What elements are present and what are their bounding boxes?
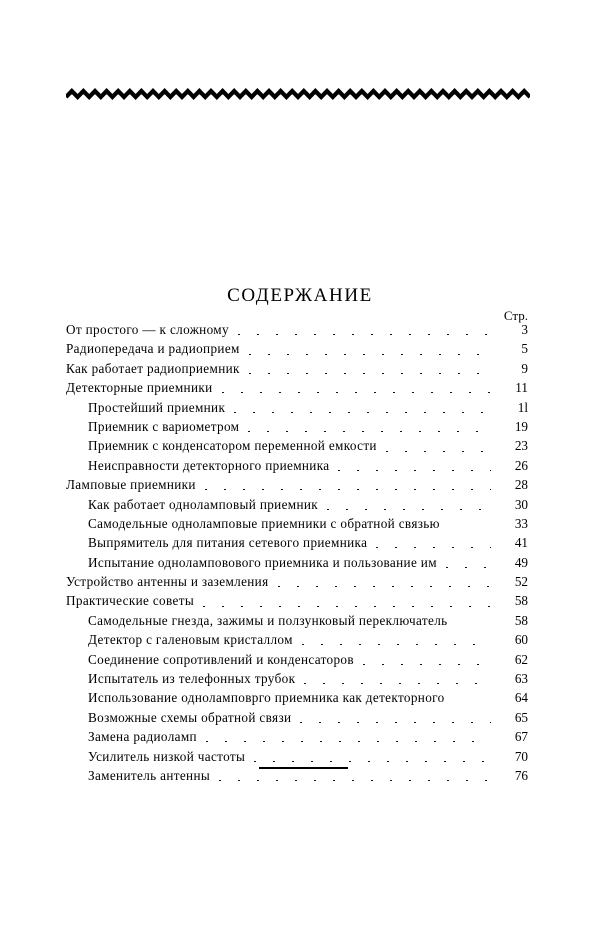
toc-entry-label: Заменитель антенны — [88, 767, 211, 783]
toc-leader-dots — [449, 528, 491, 529]
toc-entry-page-number: 52 — [514, 574, 528, 590]
toc-entry-label: Приемник с вариометром — [88, 418, 240, 434]
toc-entry-label: Детекторные приемники — [66, 380, 213, 396]
toc-entry-label: Устройство антенны и заземления — [66, 574, 269, 590]
toc-entry-label: Испытание одноламповового приемника и пользование им — [88, 554, 437, 570]
toc-leader-dots — [363, 664, 491, 665]
toc-leader-dots — [446, 567, 491, 568]
toc-entry-label: Самодельные гнезда, зажимы и ползунковый переключатель — [88, 612, 448, 628]
toc-entry-label: Возможные схемы обратной связи — [88, 709, 292, 725]
toc-leader-dots — [249, 354, 491, 355]
toc-leader-dots — [300, 722, 491, 723]
toc-entry-page-number: 19 — [514, 418, 528, 434]
toc-entry[interactable] — [66, 574, 528, 593]
toc-leader-dots — [249, 373, 491, 374]
toc-entry[interactable] — [66, 652, 528, 671]
toc-entry[interactable] — [66, 380, 528, 399]
toc-entry-label: Радиопередача и радиоприем — [66, 341, 240, 357]
toc-entry-page-number: 5 — [521, 341, 528, 357]
toc-entry[interactable] — [66, 458, 528, 477]
toc-entry[interactable] — [66, 322, 528, 341]
toc-entry-label: Выпрямитель для питания сетевого приемника — [88, 535, 368, 551]
toc-entry-page-number: 58 — [514, 593, 528, 609]
toc-entry-page-number: 30 — [514, 496, 528, 512]
toc-leader-dots — [304, 683, 491, 684]
toc-entry-page-number: 11 — [515, 380, 528, 396]
toc-entry-label: Использование одноламповрго приемника как детекторного — [88, 690, 445, 706]
toc-entry-label: Усилитель низкой частоты — [88, 748, 246, 764]
toc-entry-page-number: 28 — [514, 477, 528, 493]
toc-entry-label: Простейший приемник — [88, 399, 226, 415]
toc-entry-list — [66, 322, 528, 787]
toc-entry-page-number: 9 — [521, 360, 528, 376]
toc-entry-page-number: 3 — [521, 322, 528, 337]
toc-entry-page-number: 62 — [514, 651, 528, 667]
toc-entry[interactable] — [66, 749, 528, 768]
toc-entry[interactable] — [66, 516, 528, 535]
toc-entry[interactable] — [66, 400, 528, 419]
toc-leader-dots — [338, 470, 491, 471]
page-column-header: Стр. — [503, 308, 528, 323]
bottom-divider-rule — [259, 767, 348, 769]
toc-leader-dots — [234, 412, 491, 413]
toc-leader-dots — [254, 761, 491, 762]
toc-entry-page-number: 33 — [514, 515, 528, 531]
toc-entry-label: Самодельные одноламповые приемники с обратной связью — [88, 515, 440, 531]
toc-entry[interactable] — [66, 690, 528, 709]
toc-leader-dots — [386, 451, 491, 452]
toc-entry-page-number: 67 — [514, 729, 528, 745]
toc-entry-page-number: 26 — [514, 457, 528, 473]
toc-entry[interactable] — [66, 535, 528, 554]
toc-leader-dots — [205, 489, 491, 490]
toc-leader-dots — [248, 431, 491, 432]
toc-entry[interactable] — [66, 593, 528, 612]
toc-entry-label: От простого — к сложному — [66, 322, 229, 337]
toc-entry-page-number: 63 — [514, 671, 528, 687]
toc-entry-page-number: 65 — [514, 709, 528, 725]
toc-entry-label: Замена радиоламп — [88, 729, 197, 745]
wavy-zigzag-ornament-icon — [66, 86, 530, 102]
toc-entry-page-number: 60 — [514, 632, 528, 648]
toc-entry[interactable] — [66, 768, 528, 787]
toc-entry-label: Как работает радиоприемник — [66, 360, 240, 376]
toc-entry-label: Соединение сопротивлений и конденсаторов — [88, 651, 354, 667]
toc-entry-page-number: 76 — [514, 767, 528, 783]
toc-entry-page-number: 49 — [514, 554, 528, 570]
toc-entry-page-number: 1l — [517, 399, 528, 415]
toc-entry[interactable] — [66, 671, 528, 690]
toc-entry[interactable] — [66, 555, 528, 574]
toc-entry-label: Испытатель из телефонных трубок — [88, 671, 296, 687]
toc-entry[interactable] — [66, 477, 528, 496]
toc-entry[interactable] — [66, 710, 528, 729]
page-title: СОДЕРЖАНИЕ — [227, 285, 373, 306]
toc-entry[interactable] — [66, 419, 528, 438]
toc-entry-label: Приемник с конденсатором переменной емкости — [88, 438, 377, 454]
toc-entry[interactable] — [66, 341, 528, 360]
toc-entry[interactable] — [66, 613, 528, 632]
toc-entry-label: Как работает одноламповый приемник — [88, 496, 319, 512]
toc-entry-label: Детектор с галеновым кристаллом — [88, 632, 293, 648]
toc-entry-label: Неисправности детекторного приемника — [88, 457, 330, 473]
toc-entry-page-number: 58 — [514, 612, 528, 628]
toc-entry[interactable] — [66, 729, 528, 748]
toc-leader-dots — [203, 606, 491, 607]
toc-leader-dots — [278, 586, 491, 587]
toc-entry-label: Ламповые приемники — [66, 477, 196, 493]
toc-leader-dots — [238, 334, 491, 335]
toc-entry[interactable] — [66, 497, 528, 516]
toc-entry-page-number: 41 — [514, 535, 528, 551]
toc-leader-dots — [327, 509, 491, 510]
toc-entry-page-number: 70 — [514, 748, 528, 764]
toc-leader-dots — [457, 625, 492, 626]
toc-entry-label: Практические советы — [66, 593, 195, 609]
toc-leader-dots — [454, 703, 491, 704]
toc-entry[interactable] — [66, 361, 528, 380]
toc-leader-dots — [219, 780, 491, 781]
toc-entry[interactable] — [66, 438, 528, 457]
toc-leader-dots — [206, 741, 491, 742]
toc-entry-page-number: 23 — [514, 438, 528, 454]
toc-entry[interactable] — [66, 632, 528, 651]
toc-entry-page-number: 64 — [514, 690, 528, 706]
toc-leader-dots — [222, 392, 491, 393]
toc-leader-dots — [302, 644, 491, 645]
toc-leader-dots — [376, 547, 491, 548]
